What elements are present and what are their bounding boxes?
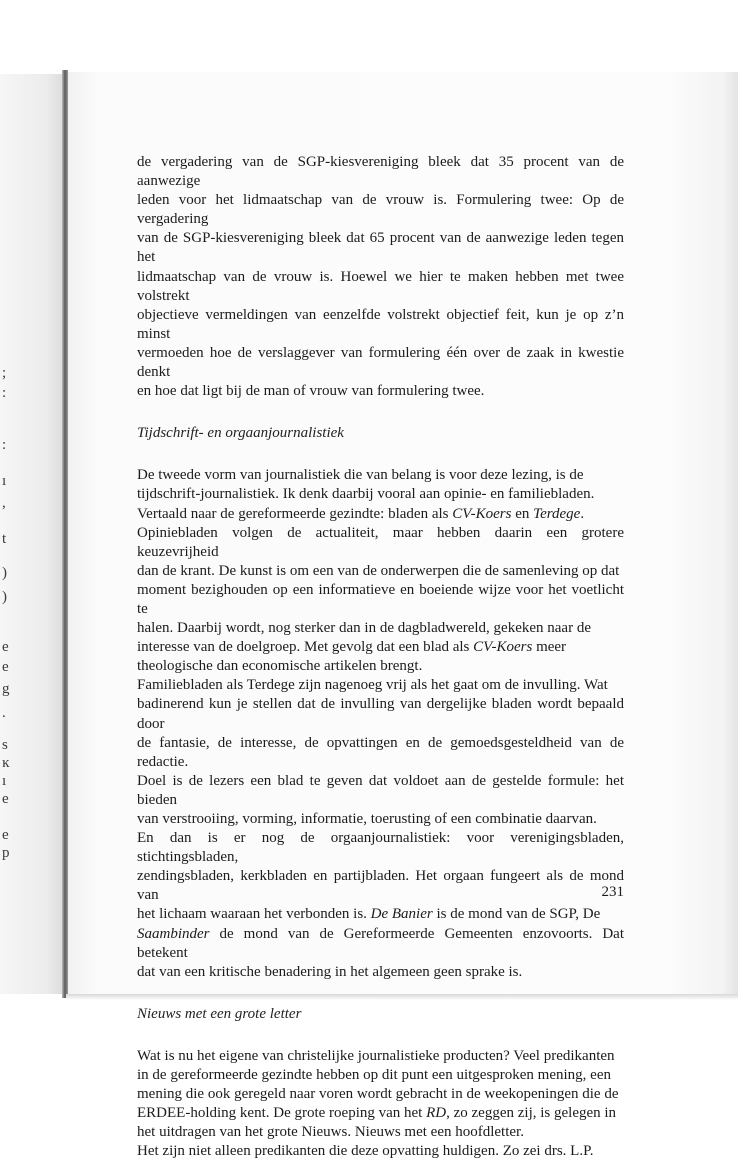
publication-title: RD (426, 1105, 447, 1122)
facing-page-glyph: e (2, 792, 9, 807)
facing-page-glyph: e (2, 640, 9, 655)
facing-page-glyph: ı (2, 474, 7, 489)
facing-page-glyph: : (2, 386, 7, 401)
facing-page-glyph: ĸ (2, 756, 10, 771)
paragraph: De tweede vorm van journalistiek die van belang is voor deze lezing, is de tijdschrift-journalistiek. Ik denk daarbij vooral aan opinie- en familiebladen. Vertaald naar de gereformeerde gezindte: bladen als CV-Koers en Terdege. Opiniebladen volgen de actualiteit, maar hebben daarin een grotere keuzevrijheid dan de krant. De kunst is om een van de onderwerpen die de samenleving op dat moment bezighouden op een informatieve en boeiende wijze voor het voetlicht te halen. Daarbij wordt, nog sterker dan in de dagbladwereld, gekeken naar de interesse van de doelgroep. Met gevolg dat een blad als CV-Koers meer theologische dan economische artikelen brengt. (137, 467, 624, 675)
facing-page-glyph: ; (2, 366, 7, 381)
facing-page-glyph: ı (2, 774, 7, 789)
paragraph: Wat is nu het eigene van christelijke journalistieke producten? Veel predikanten in de gereformeerde gezindte hebben op dit punt een uitgesproken mening, een mening die ook geregeld naar voren wordt gebracht in de weekopeningen die de ERDEE-holding kent. De grote roeping van het RD, zo zeggen zij, is gelegen in het uitdragen van het grote Nieuws. Nieuws met een hoofdletter. (137, 1047, 619, 1141)
facing-page-glyph: ) (2, 566, 7, 581)
section-heading: Nieuws met een grote letter (137, 1005, 302, 1022)
facing-page-glyph: t (2, 532, 7, 547)
facing-page-glyph: , (2, 496, 6, 511)
facing-page-glyph: e (2, 828, 9, 843)
section-heading: Tijdschrift- en orgaanjournalistiek (137, 425, 344, 442)
page-body-text (137, 153, 624, 1162)
publication-title: De Banier (370, 906, 433, 923)
facing-page-glyph: : (2, 438, 7, 453)
facing-page-glyph: ) (2, 590, 7, 605)
facing-page-glyph: s (2, 738, 8, 753)
facing-page-glyph: p (2, 846, 10, 861)
paragraph: En dan is er nog de orgaanjournalistiek: voor verenigingsbladen, stichtingsbladen, zendingsbladen, kerkbladen en partijbladen. Het orgaan fungeert als de mond van het lichaam waaraan het verbonden is. De Banier is de mond van de SGP, De Saambinder de mond van de Gereformeerde Gemeenten enzovoorts. Dat betekent dat van een kritische benadering in het algemeen geen sprake is. (137, 830, 624, 980)
page-number: 231 (601, 884, 624, 900)
paragraph: Familiebladen als Terdege zijn nagenoeg vrij als het gaat om de invulling. Wat badinerend kun je stellen dat de invulling van dergelijke bladen wordt bepaald door de fantasie, de interesse, de opvattingen en de gemoedsgesteldheid van de redactie. Doel is de lezers een blad te geven dat voldoet aan de gestelde formule: het bieden van verstrooiing, vorming, informatie, toerusting of een combinatie daarvan. (137, 677, 624, 827)
publication-title: Saambinder (137, 925, 210, 942)
facing-page-glyph: g (2, 682, 10, 697)
facing-page-glyph: e (2, 660, 9, 675)
publication-title: Terdege (533, 505, 581, 522)
publication-title: CV-Koers (452, 505, 512, 522)
facing-page-glyph: . (2, 706, 6, 721)
paragraph: Het zijn niet alleen predikanten die deze opvatting huldigen. Zo zei drs. L.P. (137, 1143, 594, 1160)
publication-title: CV-Koers (473, 639, 533, 656)
paragraph: de vergadering van de SGP-kiesvereniging bleek dat 35 procent van de aanwezige leden voor het lidmaatschap van de vrouw is. Formulering twee: Op de vergadering van de SGP-kiesvereniging bleek dat 65 procent van de aanwezige leden tegen het lidmaatschap van de vrouw is. Hoewel we hier te maken hebben met twee volstrekt objectieve vermeldingen van eenzelfde volstrekt objectief feit, kun je op z’n minst vermoeden hoe de verslaggever van formulering één over de zaak in kwestie denkt en hoe dat ligt bij de man of vrouw van formulering twee. (137, 154, 624, 400)
